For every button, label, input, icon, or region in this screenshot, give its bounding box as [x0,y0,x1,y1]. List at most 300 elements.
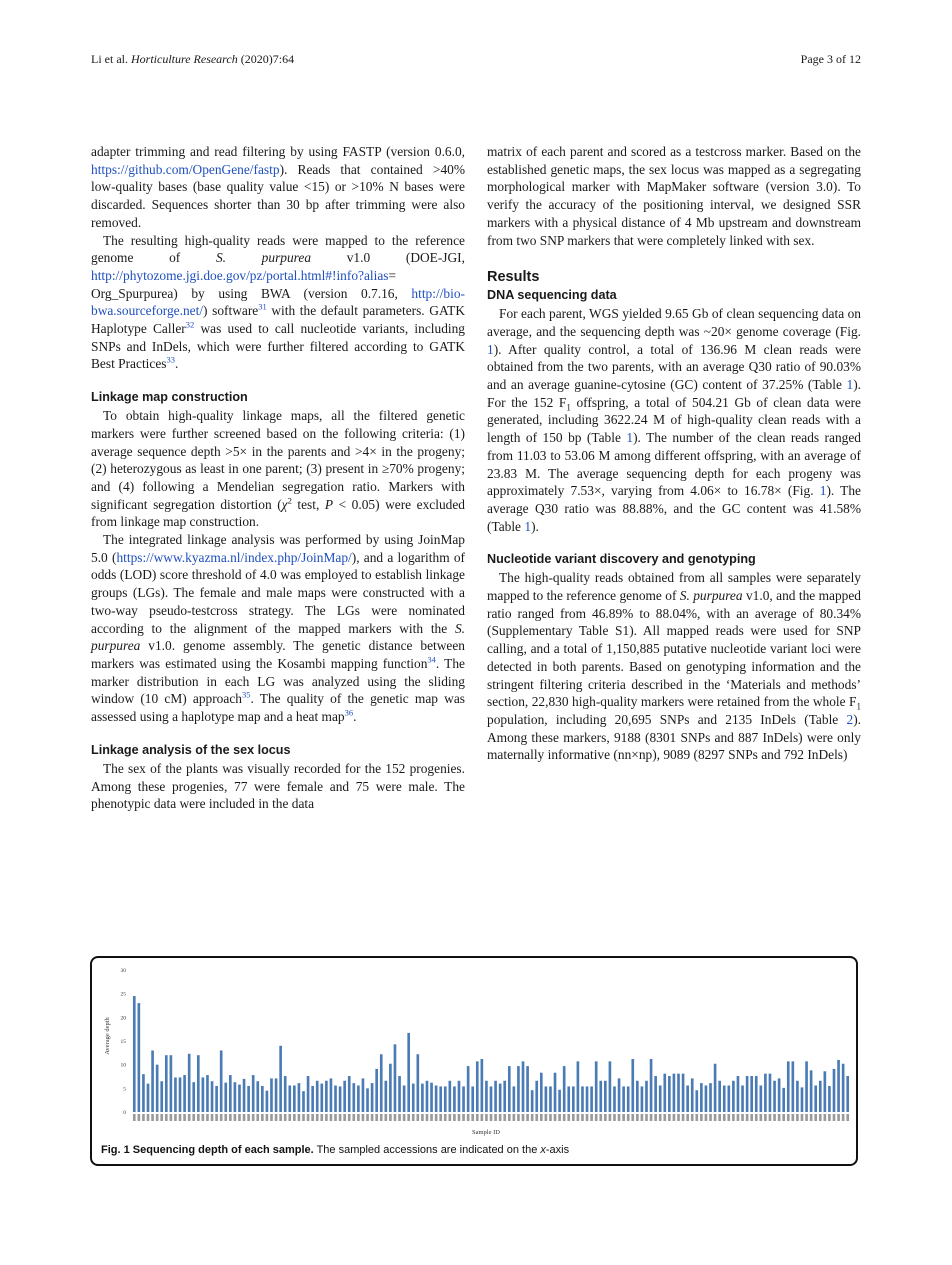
x-tick-label [224,1114,227,1121]
y-tick-label: 5 [123,1086,126,1093]
bar [211,1081,214,1112]
x-tick-label [403,1114,406,1121]
reference-35[interactable]: 35 [241,689,251,700]
x-tick-label [453,1114,456,1121]
bar [535,1081,538,1112]
x-tick-label [554,1114,557,1121]
bar [138,1003,141,1112]
bar [188,1054,191,1112]
x-tick-label [513,1114,516,1121]
x-tick-label [426,1114,429,1121]
x-tick-label [133,1114,136,1121]
bar [613,1086,616,1112]
bar [142,1074,145,1112]
bar [503,1081,506,1112]
bar [494,1081,497,1112]
bar [343,1081,346,1112]
x-tick-label [540,1114,543,1121]
x-tick-label [654,1114,657,1121]
bwa-link[interactable]: http://bio-bwa.sourceforge.net/ [91,285,465,319]
bar [572,1086,575,1112]
fig1-link[interactable]: 1 [819,483,827,499]
x-tick-label [631,1114,634,1121]
bar [682,1074,685,1112]
x-tick-label [261,1114,264,1121]
x-tick-label [197,1114,200,1121]
x-tick-label [339,1114,342,1121]
x-tick-label [586,1114,589,1121]
x-tick-label [810,1114,813,1121]
bar [147,1084,150,1112]
x-tick-label [682,1114,685,1121]
x-tick-label [343,1114,346,1121]
bar [508,1066,511,1112]
x-tick-label [508,1114,511,1121]
bar [563,1066,566,1112]
x-tick-label [760,1114,763,1121]
x-tick-label [389,1114,392,1121]
bar [586,1086,589,1112]
x-tick-label [481,1114,484,1121]
bar [426,1081,429,1112]
table2-link[interactable]: 2 [846,711,854,727]
x-tick-label [503,1114,506,1121]
x-tick-label [828,1114,831,1121]
x-tick-label [837,1114,840,1121]
left-column [91,143,465,813]
x-tick-label [229,1114,232,1121]
bar [792,1061,795,1112]
x-tick-label [316,1114,319,1121]
x-tick-label [618,1114,621,1121]
bar [417,1054,420,1112]
x-tick-label [270,1114,273,1121]
bar [458,1081,461,1112]
bar [513,1086,516,1112]
bar [746,1076,749,1112]
x-tick-label [183,1114,186,1121]
bar [549,1086,552,1112]
bar [224,1083,227,1112]
x-tick-label [755,1114,758,1121]
bar [641,1086,644,1112]
x-tick-label [663,1114,666,1121]
bar [796,1081,799,1112]
bar [275,1078,278,1112]
bar [604,1081,607,1112]
bar [215,1086,218,1112]
x-tick-label [842,1114,845,1121]
x-tick-label [490,1114,493,1121]
x-tick-label [622,1114,625,1121]
x-tick-label [362,1114,365,1121]
paragraph: To obtain high-quality linkage maps, all the filtered genetic markers were further screened based on the following criteria: (1) average sequence depth >5× in the parents and >4× in the progeny; (2) heterozygous as least in one parent; (3) present in ≥70% progeny; and (4) following a Mendelian segregation ratio. Markers with significant segregation distortion ($\chi^2$ test, P < 0.05) were excluded from linkage map construction. [91,408,466,530]
bar [270,1078,273,1112]
bar [298,1083,301,1112]
y-tick-label: 25 [120,991,126,998]
bar [183,1075,186,1112]
bar [485,1081,488,1112]
x-tick-label [384,1114,387,1121]
bar [471,1086,474,1112]
paragraph: adapter trimming and read filtering by using FASTP (version 0.6.0, https://github.com/OpenGene/fastp). Reads that contained >40% low-quality bases (base quality value <15) or >10% N bases were discarded. Sequences shorter than 30 bp after trimming were also removed. [91,144,465,230]
bar [609,1061,612,1112]
bar [375,1069,378,1112]
paragraph: The resulting high-quality reads were mapped to the reference genome of S. purpurea v1.0 (DOE-JGI, http://phytozome.jgi.doe.gov/pz/portal.html#!info?alias= Org_Spurpurea) by using BWA (version 0.7.16, http://bio-bwa.sourceforge.net/) software$^{31}$ with the default parameters. GATK Haplotype Caller$^{32}$ was used to call nucleotide variants, including SNPs and InDels, which were further filtered according to GATK Best Practices$^{33}$. [91,232,465,372]
bar [590,1086,593,1112]
x-tick-label [160,1114,163,1121]
bar [151,1050,154,1112]
x-tick-label [471,1114,474,1121]
bar [599,1081,602,1112]
fastp-link[interactable]: https://github.com/OpenGene/fastp [91,161,280,177]
x-tick-label [599,1114,602,1121]
x-tick-label [801,1114,804,1121]
bar [540,1073,543,1112]
bar [517,1066,520,1112]
x-tick-label [558,1114,561,1121]
x-tick-label [572,1114,575,1121]
x-tick-label [846,1114,849,1121]
x-tick-label [668,1114,671,1121]
bar [160,1081,163,1112]
bar [718,1081,721,1112]
bar [357,1085,360,1112]
x-tick-label [275,1114,278,1121]
reference-33[interactable]: 33 [166,354,175,365]
y-axis [121,968,127,1116]
bar [234,1082,237,1112]
x-tick-label [718,1114,721,1121]
x-tick-label [407,1114,410,1121]
x-tick-label [526,1114,529,1121]
bar [631,1059,634,1112]
x-tick-label [202,1114,205,1121]
bar [581,1086,584,1112]
bar [435,1085,438,1112]
bar [805,1061,808,1112]
x-tick-label [302,1114,305,1121]
right-column [487,143,861,764]
bar [659,1085,662,1112]
x-tick-label [778,1114,781,1121]
x-tick-label [824,1114,827,1121]
bar [677,1074,680,1112]
x-tick-label [609,1114,612,1121]
bar [220,1050,223,1112]
x-tick-label [215,1114,218,1121]
bar [714,1064,717,1112]
x-tick-label [494,1114,497,1121]
y-tick-label: 15 [120,1039,126,1045]
bar [522,1061,525,1112]
x-tick-label [700,1114,703,1121]
bar [732,1081,735,1112]
bar [302,1091,305,1112]
x-tick-label [613,1114,616,1121]
x-tick-label [531,1114,534,1121]
x-tick-label [247,1114,250,1121]
bar [439,1086,442,1112]
bar [787,1061,790,1112]
bar [348,1076,351,1112]
x-tick-label [156,1114,159,1121]
bar [334,1085,337,1112]
x-tick-label [430,1114,433,1121]
fig1-link[interactable]: 1 [487,341,494,357]
page-number: Page 3 of 12 [800,52,861,66]
x-tick-label [627,1114,630,1121]
bar [481,1059,484,1112]
x-tick-label [545,1114,548,1121]
x-tick-label [604,1114,607,1121]
bar [156,1065,159,1112]
bar [622,1086,625,1112]
bar [444,1086,447,1112]
bar [595,1061,598,1112]
x-tick-label [371,1114,374,1121]
bar [202,1077,205,1112]
bar [371,1083,374,1112]
x-tick-label [366,1114,369,1121]
bar [842,1064,845,1112]
x-tick-label [686,1114,689,1121]
bar [650,1059,653,1112]
bar [179,1077,182,1112]
bar [727,1085,730,1112]
bar [645,1081,648,1112]
bar [737,1076,740,1112]
reference-31[interactable]: 31 [258,301,267,312]
bar [837,1060,840,1112]
bar [325,1081,328,1112]
x-tick-label [567,1114,570,1121]
bar [636,1081,639,1112]
x-tick-label [142,1114,145,1121]
bar [833,1069,836,1112]
bar [723,1085,726,1112]
x-tick-label [398,1114,401,1121]
x-tick-label [814,1114,817,1121]
bar [490,1086,493,1112]
x-tick-label [792,1114,795,1121]
bar [243,1079,246,1112]
bar [430,1083,433,1112]
y-tick-label: 30 [120,968,126,974]
bar [238,1085,241,1112]
bar [686,1085,689,1112]
bar [814,1085,817,1112]
bar [760,1085,763,1112]
x-tick-label [727,1114,730,1121]
running-citation: Li et al. Horticulture Research (2020)7:64 [91,52,295,66]
x-tick-label [535,1114,538,1121]
bar [366,1088,369,1112]
x-tick-label [192,1114,195,1121]
bar [467,1066,470,1112]
x-tick-label [787,1114,790,1121]
bar [801,1087,804,1112]
section-heading-nucleotide-variant: Nucleotide variant discovery and genotyping [487,552,756,567]
bar [824,1071,827,1112]
x-tick-label [805,1114,808,1121]
y-axis-label: Average depth [104,1017,111,1055]
x-tick-label [375,1114,378,1121]
bar [266,1091,269,1112]
x-tick-label [691,1114,694,1121]
table1-link[interactable]: 1 [626,430,634,446]
bar [247,1086,250,1112]
joinmap-link[interactable]: https://www.kyazma.nl/index.php/JoinMap/ [116,549,352,565]
bar [330,1078,333,1112]
bar [252,1075,255,1112]
x-tick-label [522,1114,525,1121]
bar [577,1061,580,1112]
bar [554,1073,557,1112]
x-tick-label [764,1114,767,1121]
x-tick-label [499,1114,502,1121]
x-tick-label [279,1114,282,1121]
bar [229,1075,232,1112]
bar [545,1086,548,1112]
x-tick-label [673,1114,676,1121]
bar [279,1046,282,1112]
bar [192,1082,195,1112]
bar [567,1086,570,1112]
bar [828,1086,831,1112]
table1-link[interactable]: 1 [846,377,854,393]
reference-36[interactable]: 36 [344,707,354,718]
x-tick-label [659,1114,662,1121]
bar [558,1090,561,1112]
x-tick-label [298,1114,301,1121]
x-tick-label [188,1114,191,1121]
x-tick-label [147,1114,150,1121]
bar [133,996,136,1112]
paragraph: For each parent, WGS yielded 9.65 Gb of clean sequencing data on average, and the sequencing depth was ~20× genome coverage (Fig. 1). After quality control, a total of 136.96 M clean reads were obtained from the two parents, with an average Q30 ratio of 90.03% and an average guanine-cytosine (GC) content of 37.25% (Table 1). For the 152 $F_1$ offspring, a total of 504.21 Gb of clean data were generated, including 3622.24 M of high-quality clean reads with a length of 150 bp (Table 1). The number of the clean reads ranged from 11.03 to 53.06 M among different offspring, with an average of 23.83 M. The average sequencing depth for each progeny was approximately 7.53×, varying from 4.06× to 16.78× (Fig. 1). The average Q30 ratio was 88.88%, and the GC content was 41.58% (Table 1). [487,306,861,534]
x-tick-label [439,1114,442,1121]
phytozome-link[interactable]: http://phytozome.jgi.doe.gov/pz/portal.html#!info?alias [91,267,389,283]
x-tick-label [256,1114,259,1121]
x-tick-label [462,1114,465,1121]
x-tick-label [517,1114,520,1121]
x-tick-label [334,1114,337,1121]
x-tick-label [320,1114,323,1121]
x-tick-label [746,1114,749,1121]
x-tick-label [750,1114,753,1121]
x-tick-label [234,1114,237,1121]
reference-34[interactable]: 34 [427,654,436,665]
x-tick-label [165,1114,168,1121]
x-tick-label [325,1114,328,1121]
bar [421,1084,424,1112]
x-tick-label [769,1114,772,1121]
bar [769,1074,772,1112]
bar [773,1081,776,1112]
x-axis-label: Sample ID [472,1129,500,1136]
x-tick-label [714,1114,717,1121]
x-tick-label [581,1114,584,1121]
section-heading-linkage-map: Linkage map construction [91,390,248,405]
x-tick-label [723,1114,726,1121]
x-tick-label [211,1114,214,1121]
x-tick-label [467,1114,470,1121]
bar [700,1083,703,1112]
x-tick-label [549,1114,552,1121]
x-tick-label [435,1114,438,1121]
paragraph: The integrated linkage analysis was performed by using JoinMap 5.0 (https://www.kyazma.nl/index.php/JoinMap/), and a logarithm of odds (LOD) score threshold of 4.0 was employed to establish linkage groups (LGs). The female and male maps were constructed with a two-way pseudo-testcross strategy. The LGs were nominated according to the alignment of the mapped markers with the S. purpurea v1.0. genome assembly. The genetic distance between markers was estimated using the Kosambi mapping function$^{34}$. The marker distribution in each LG was analyzed using the sliding window (10 cM) approach$^{35}$. The quality of the genetic map was assessed using a haplotype map and a heat map$^{36}$. [91,532,465,725]
bar [618,1078,621,1112]
bar [316,1081,319,1112]
bar [654,1076,657,1112]
x-tick-label [641,1114,644,1121]
bar [288,1085,291,1112]
x-tick-label [238,1114,241,1121]
x-tick-label [741,1114,744,1121]
bar [499,1084,502,1112]
bar [362,1078,365,1112]
table1-link[interactable]: 1 [524,518,532,534]
x-tick-label [380,1114,383,1121]
x-tick-label [357,1114,360,1121]
x-tick-label [563,1114,566,1121]
x-tick-label [732,1114,735,1121]
bar [394,1044,397,1112]
paragraph: matrix of each parent and scored as a testcross marker. Based on the established genetic maps, the sex locus was mapped as a segregating morphological marker with MapMaker software (version 3.0). To verify the accuracy of the positioning interval, we designed SSR markers with a physical distance of 4 Mb upstream and downstream from two SNP markers that were completely linked with sex. [487,144,861,248]
x-tick-label [782,1114,785,1121]
y-tick-label: 10 [120,1062,126,1069]
bar [311,1086,314,1112]
bar [449,1081,452,1112]
x-tick-label [417,1114,420,1121]
x-tick-label [206,1114,209,1121]
x-tick-label [293,1114,296,1121]
bar [810,1070,813,1112]
bar [705,1085,708,1112]
x-tick-label [174,1114,177,1121]
x-tick-label [348,1114,351,1121]
bar [673,1074,676,1112]
bar [170,1055,173,1112]
x-tick-label [709,1114,712,1121]
y-tick-label: 20 [120,1015,126,1022]
bar [320,1084,323,1112]
bar [476,1061,479,1112]
bar [526,1066,529,1112]
reference-32[interactable]: 32 [185,319,195,330]
x-tick-label [252,1114,255,1121]
bar [782,1088,785,1112]
x-tick-label [737,1114,740,1121]
x-tick-label [284,1114,287,1121]
x-tick-label [695,1114,698,1121]
page-header [91,52,861,70]
bar [709,1083,712,1112]
x-tick-label [288,1114,291,1121]
bar [778,1078,781,1112]
x-tick-label [307,1114,310,1121]
x-tick-label [577,1114,580,1121]
bar [663,1074,666,1112]
bar [755,1076,758,1112]
bar [352,1083,355,1112]
x-tick-label [266,1114,269,1121]
bar [165,1055,168,1112]
paragraph: The sex of the plants was visually recorded for the 152 progenies. Among these progenies, 77 were female and 75 were male. The phenotypic data were included in the data [91,760,465,812]
x-tick-label [179,1114,182,1121]
bar [819,1081,822,1112]
bar [284,1076,287,1112]
